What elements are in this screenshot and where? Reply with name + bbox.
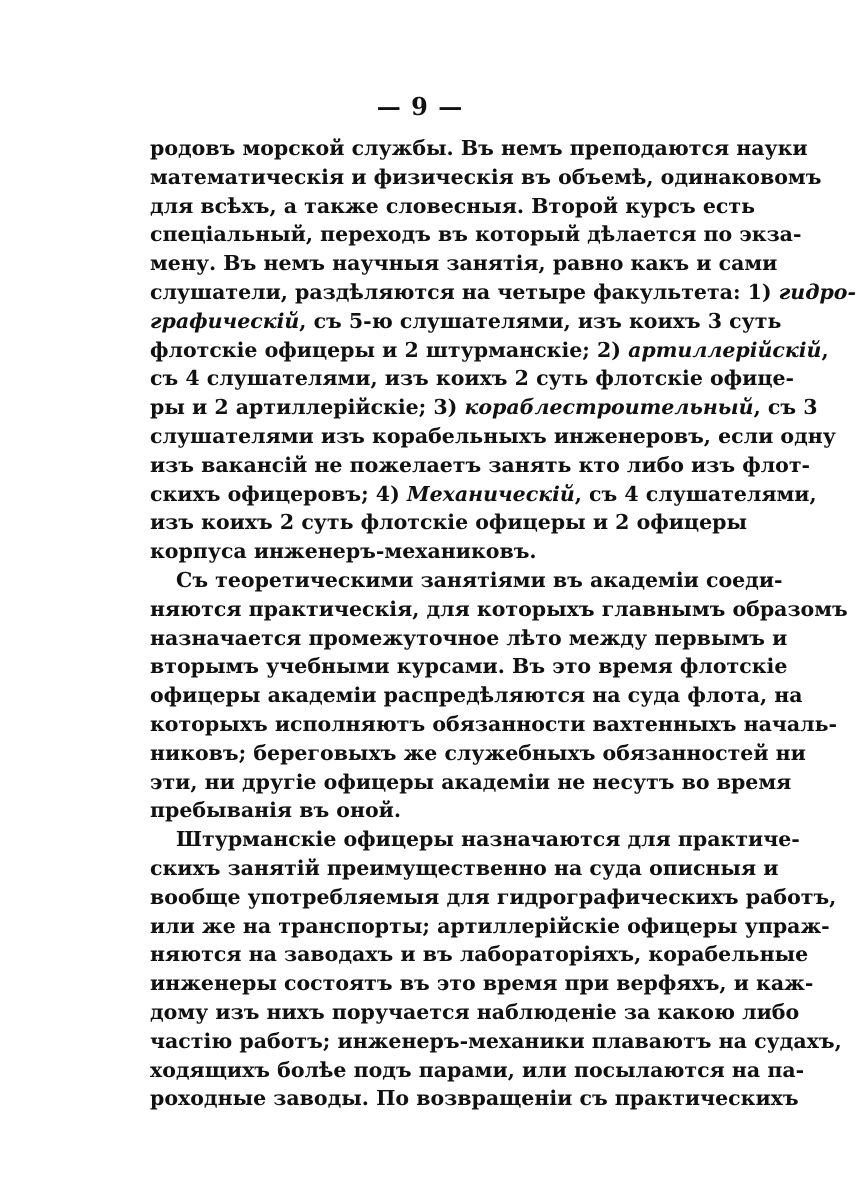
text-span: роходные заводы. По возвращеніи съ практическихъ	[150, 1086, 799, 1111]
text-span: эти, ни другіе офицеры академіи не несутъ во время	[150, 769, 792, 794]
text-line	[150, 220, 802, 249]
italic-term: гидро-	[778, 279, 856, 304]
text-line	[150, 163, 822, 192]
text-span: скихъ офицеровъ; 4)	[150, 481, 407, 506]
text-span: ,	[821, 337, 829, 362]
text-span: съ 4 слушателями, изъ коихъ 2 суть флотскіе офице-	[150, 366, 795, 391]
text-line	[150, 652, 788, 681]
text-span: флотскіе офицеры и 2 штурманскіе; 2)	[150, 337, 629, 362]
text-line	[150, 710, 838, 739]
text-line	[150, 364, 795, 393]
text-line	[150, 451, 811, 480]
text-span: няются практическія, для которыхъ главнымъ образомъ	[150, 596, 848, 621]
text-line	[150, 998, 800, 1027]
text-span: никовъ; береговыхъ же служебныхъ обязанностей ни	[150, 740, 806, 765]
text-span: спеціальный, переходъ въ который дѣлается по экза-	[150, 222, 802, 247]
text-line	[150, 969, 814, 998]
text-line	[150, 249, 778, 278]
text-line	[150, 883, 837, 912]
text-line	[150, 422, 836, 451]
text-span: изъ коихъ 2 суть флотскіе офицеры и 2 офицеры	[150, 510, 748, 535]
text-line	[150, 1084, 799, 1113]
text-span: няются на заводахъ и въ лабораторіяхъ, корабельные	[150, 942, 809, 967]
text-span: которыхъ исполняютъ обязанности вахтенныхъ началь-	[150, 711, 838, 736]
text-line	[150, 307, 782, 336]
text-line	[150, 739, 806, 768]
text-line	[150, 134, 808, 163]
text-line	[150, 336, 829, 365]
italic-term: артиллерійскій	[628, 337, 822, 362]
text-span: вторымъ учебными курсами. Въ это время флотскіе	[150, 654, 788, 679]
text-line	[150, 480, 817, 509]
text-span: ры и 2 артиллерійскіе; 3)	[150, 395, 465, 420]
text-line	[150, 825, 800, 854]
text-span: инженеры состоятъ въ это время при верфяхъ, и каж-	[150, 971, 814, 996]
page-number: — 9 —	[376, 92, 464, 121]
text-span: скихъ занятій преимущественно на суда описныя и	[150, 855, 779, 880]
text-span: , съ 4 слушателями,	[574, 481, 817, 506]
text-line	[150, 278, 856, 307]
text-span: изъ вакансій не пожелаетъ занять кто либо изъ флот-	[150, 452, 811, 477]
body-text	[150, 134, 856, 1113]
text-line	[150, 1027, 842, 1056]
text-span: дому изъ нихъ поручается наблюденіе за какою либо	[150, 999, 800, 1024]
text-line	[150, 566, 783, 595]
text-line	[150, 595, 848, 624]
text-span: родовъ морской службы. Въ немъ преподаются науки	[150, 136, 808, 160]
text-line	[150, 768, 792, 797]
text-line	[150, 796, 738, 825]
text-span: назначается промежуточное лѣто между первымъ и	[150, 625, 788, 650]
text-span: пребыванія въ оной.	[150, 798, 402, 823]
text-span: ходящихъ болѣе подъ парами, или посылаются на па-	[150, 1057, 805, 1082]
italic-term: кораблестроительный	[464, 395, 754, 420]
text-line	[150, 393, 818, 422]
text-span: математическія и физическія въ объемѣ, одинаковомъ	[150, 164, 822, 189]
italic-term: графическій	[150, 308, 300, 333]
text-span: слушатели, раздѣляются на четыре факультета: 1)	[150, 279, 779, 304]
text-span: вообще употребляемыя для гидрографическихъ работъ,	[150, 884, 837, 909]
text-line	[150, 940, 809, 969]
text-span: , съ 3	[753, 395, 818, 420]
italic-term: Механическій	[406, 481, 575, 506]
text-span: для всѣхъ, а также словесныя. Второй курсъ есть	[150, 193, 756, 218]
text-span: Штурманскіе офицеры назначаются для практиче-	[176, 827, 800, 852]
text-line	[150, 537, 738, 566]
text-line	[150, 681, 803, 710]
text-span: Съ теоретическими занятіями въ академіи соеди-	[176, 567, 783, 592]
text-line	[150, 624, 788, 653]
text-line	[150, 508, 748, 537]
text-span: слушателями изъ корабельныхъ инженеровъ, если одну	[150, 423, 836, 448]
text-span: или же на транспорты; артиллерійскіе офицеры упраж-	[150, 913, 830, 938]
text-span: , съ 5-ю слушателями, изъ коихъ 3 суть	[299, 308, 782, 333]
text-span: корпуса инженеръ-механиковъ.	[150, 539, 537, 564]
text-span: частію работъ; инженеръ-механики плаваютъ на судахъ,	[150, 1028, 842, 1053]
text-line	[150, 854, 779, 883]
text-line	[150, 912, 830, 941]
text-span: мену. Въ немъ научныя занятія, равно какъ и сами	[150, 251, 778, 276]
text-line	[150, 1056, 805, 1085]
text-line	[150, 192, 756, 221]
text-span: офицеры академіи распредѣляются на суда флота, на	[150, 683, 803, 708]
